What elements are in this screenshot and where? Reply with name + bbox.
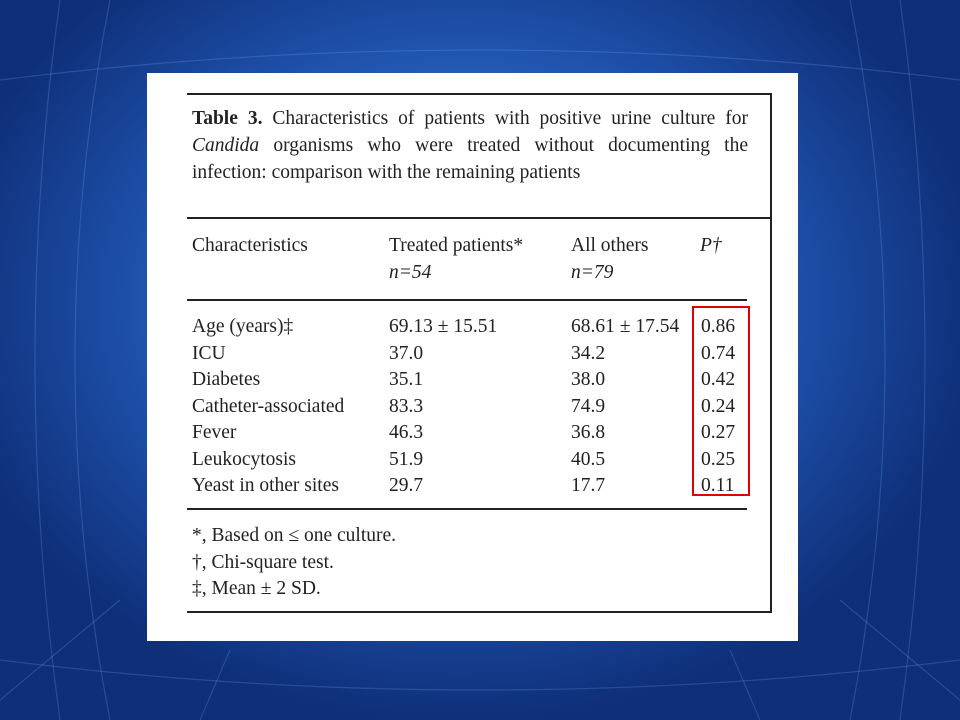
row-p: 0.27 [701,422,736,443]
row-label: Diabetes [192,369,261,390]
caption-text-1: Characteristics of patients with positive urine culture for [262,108,749,129]
footnote: *, Based on ≤ one culture. [192,525,397,546]
row-treated: 29.7 [389,475,424,496]
caption-text-2: organisms who were treated without documenting the infection: comparison with the remaining patients [192,135,748,183]
table-caption [192,105,748,186]
row-p: 0.42 [701,369,736,390]
footnote: †, Chi-square test. [192,552,334,573]
row-label: Catheter-associated [192,395,345,417]
p-value-highlight-box [692,306,750,496]
row-p: 0.24 [701,395,736,417]
row-treated: 83.3 [389,395,424,417]
row-treated: 46.3 [389,422,424,443]
top-rule [187,93,772,95]
header-treated: Treated patients* [389,235,524,256]
row-others: 40.5 [571,448,606,470]
row-label: Leukocytosis [192,448,296,470]
right-border [770,93,772,613]
footnote: ‡, Mean ± 2 SD. [192,578,321,599]
header-rule [187,299,747,301]
row-treated: 35.1 [389,369,424,390]
header-p-value: P† [700,235,722,256]
row-others: 38.0 [571,369,606,390]
row-treated: 37.0 [389,342,424,364]
bottom-rule [187,611,772,613]
row-p: 0.74 [701,342,736,364]
row-label: Age (years)‡ [192,316,294,337]
row-label: Fever [192,422,237,443]
body-rule [187,508,747,510]
row-others: 74.9 [571,395,606,417]
row-p: 0.11 [701,475,735,496]
header-others: All others [571,235,649,256]
header-treated-n: n=54 [389,262,432,283]
table-number: Table 3. [192,108,263,129]
scanned-table-image [147,73,798,641]
row-others: 68.61 ± 17.54 [571,316,680,337]
row-treated: 51.9 [389,448,424,470]
row-treated: 69.13 ± 15.51 [389,316,498,337]
row-others: 36.8 [571,422,606,443]
header-others-n: n=79 [571,262,614,283]
row-p: 0.25 [701,448,736,470]
row-others: 34.2 [571,342,606,364]
caption-organism: Candida [192,135,260,156]
row-label: Yeast in other sites [192,475,339,496]
row-others: 17.7 [571,475,606,496]
header-characteristics: Characteristics [192,235,308,256]
title-rule [187,217,772,219]
row-label: ICU [192,342,226,364]
row-p: 0.86 [701,316,736,337]
